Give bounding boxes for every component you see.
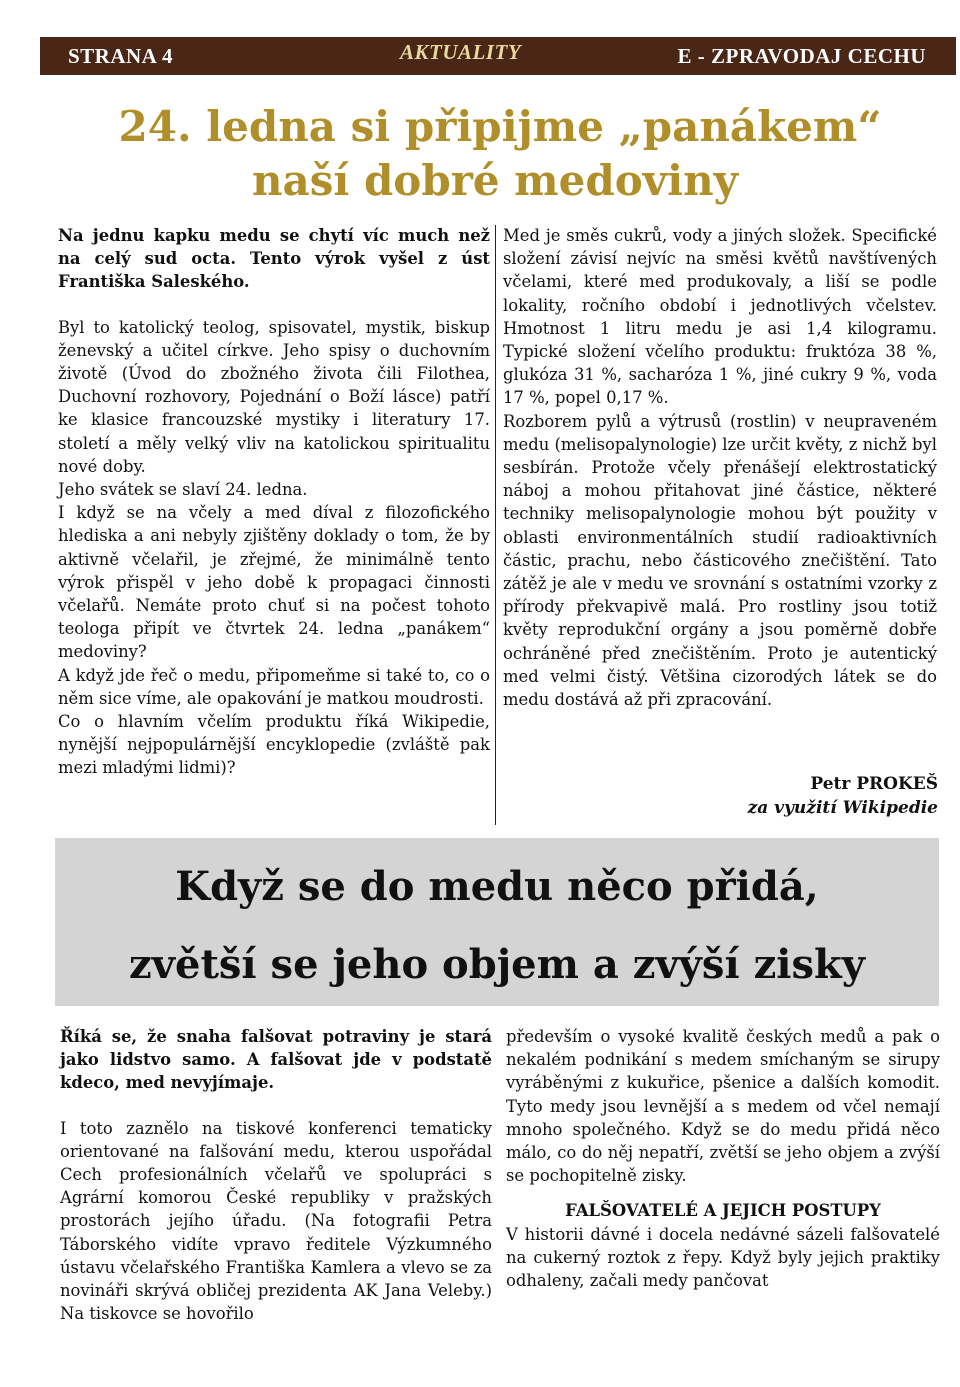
article1-paragraph: A když jde řeč o medu, připomeňme si také to, co o něm sice víme, ale opakování je matkou moudrosti. <box>58 665 490 708</box>
article1-left-column <box>58 224 490 780</box>
article2-title-line2: zvětší se jeho objem a zvýší zisky <box>129 941 865 988</box>
article2-paragraph: I toto zaznělo na tiskové konferenci tematicky orientované na falšování medu, kterou uspořádal Cech profesionálních včelařů ve spolupráci s Agrární komorou České republiky v pražských prostorách jejího úřadu. (Na fotografii Petra Táborského vidíte vpravo ředitele Výzkumného ústavu včelařského Františka Kamlera a vlevo se za novináři skrývá obličej prezidenta AK Jana Veleby.) Na tiskovce se hovořilo <box>60 1118 492 1324</box>
section-name: AKTUALITY <box>400 40 522 64</box>
article-title-line2: naší dobré medoviny <box>251 156 739 205</box>
article1-paragraph: Med je směs cukrů, vody a jiných složek. Specifické složení závisí nejvíc na směsi květů navštívených včelami, které med produkovaly, a liší se podle lokality, ročního období i jednotlivých včelstev. Hmotnost 1 litru medu je asi 1,4 kilogramu. Typické složení včelího produktu: fruktóza 38 %, glukóza 31 %, sacharóza 1 %, jiné cukry 9 %, voda 17 %, popel 0,17 %. <box>503 226 937 408</box>
article1-right-column <box>503 224 937 711</box>
article1-lead: Na jednu kapku medu se chytí víc much než na celý sud octa. Tento výrok vyšel z úst Františka Saleského. <box>58 226 490 292</box>
article2-lead: Říká se, že snaha falšovat potraviny je stará jako lidstvo samo. A falšovat jde v podstatě kdeco, med nevyjímaje. <box>60 1027 492 1093</box>
article2-paragraph: především o vysoké kvalitě českých medů a pak o nekalém podnikání s medem smíchaným se sirupy vyráběnými z kukuřice, pšenice a dalších komodit. Tyto medy jsou levnější a s medem od včel nemají mnoho společného. Když se do medu přidá něco málo, co do něj nepatří, zvětší se jeho objem a zvýší se pochopitelně zisky. <box>506 1027 940 1186</box>
article2-title-line1: Když se do medu něco přidá, <box>175 863 819 910</box>
page-header <box>40 37 956 75</box>
publication-name: E - ZPRAVODAJ CECHU <box>677 44 926 68</box>
article1-paragraph: Co o hlavním včelím produktu říká Wikipedie, nynější nejpopulárnější encyklopedie (zvláště pak mezi mladými lidmi)? <box>58 712 490 778</box>
author-source: za využití Wikipedie <box>747 798 938 818</box>
article-title-line1: 24. ledna si připijme „panákem“ <box>118 102 882 151</box>
article1-signature <box>748 772 938 820</box>
article2-headline-banner <box>55 838 939 1006</box>
article2-left-column <box>60 1025 492 1325</box>
page-number: STRANA 4 <box>68 44 173 68</box>
article2-paragraph: V historii dávné i docela nedávné sázeli falšovatelé na cukerný roztok z řepy. Když byly jejich praktiky odhaleny, začali medy pančovat <box>506 1224 940 1291</box>
article2-subheading: FALŠOVATELÉ A JEJICH POSTUPY <box>565 1201 881 1221</box>
article2-right-column <box>506 1025 940 1292</box>
article2-title <box>55 848 939 1004</box>
author-name: Petr PROKEŠ <box>810 774 938 794</box>
article1-paragraph: I když se na včely a med díval z filozofického hlediska a ani nebyly zjištěny doklady o tom, že by aktivně včelařil, je zřejmé, že minimálně tento výrok přispěl v jeho době k propagaci činnosti včelařů. Nemáte proto chuť si na počest tohoto teologa připít ve čtvrtek 24. ledna „panákem“ medoviny? <box>58 503 490 662</box>
article1-paragraph: Rozborem pylů a výtrusů (rostlin) v neupraveném medu (melisopalynologie) lze určit květy, z nichž byl sesbírán. Protože včely přenášejí elektrostatický náboj a mohou přitahovat jiné částice, některé techniky melisopalynologie mohou být použity v oblasti environmentálních studií radioaktivních částic, prachu, nebo částicového znečištění. Tato zátěž je ale v medu ve srovnání s ostatními vzorky z přírody překvapivě malá. Pro rostliny jsou totiž květy reprodukční orgány a jsou poměrně dobře ochráněné před znečištěním. Proto je autentický med velmi čistý. Většina cizorodých látek se do medu dostává až při zpracování. <box>503 411 937 710</box>
article1-paragraph: Byl to katolický teolog, spisovatel, mystik, biskup ženevský a učitel církve. Jeho spisy o duchovním životě (Úvod do zbožného života čili Filothea, Duchovní rozhovory, Pojednání o Boží lásce) patří ke klasice francouzské mystiky i literatury 17. století a měly velký vliv na katolickou spiritualitu nové doby. <box>58 317 490 476</box>
article1-paragraph: Jeho svátek se slaví 24. ledna. <box>58 480 308 500</box>
column-divider <box>495 225 496 825</box>
